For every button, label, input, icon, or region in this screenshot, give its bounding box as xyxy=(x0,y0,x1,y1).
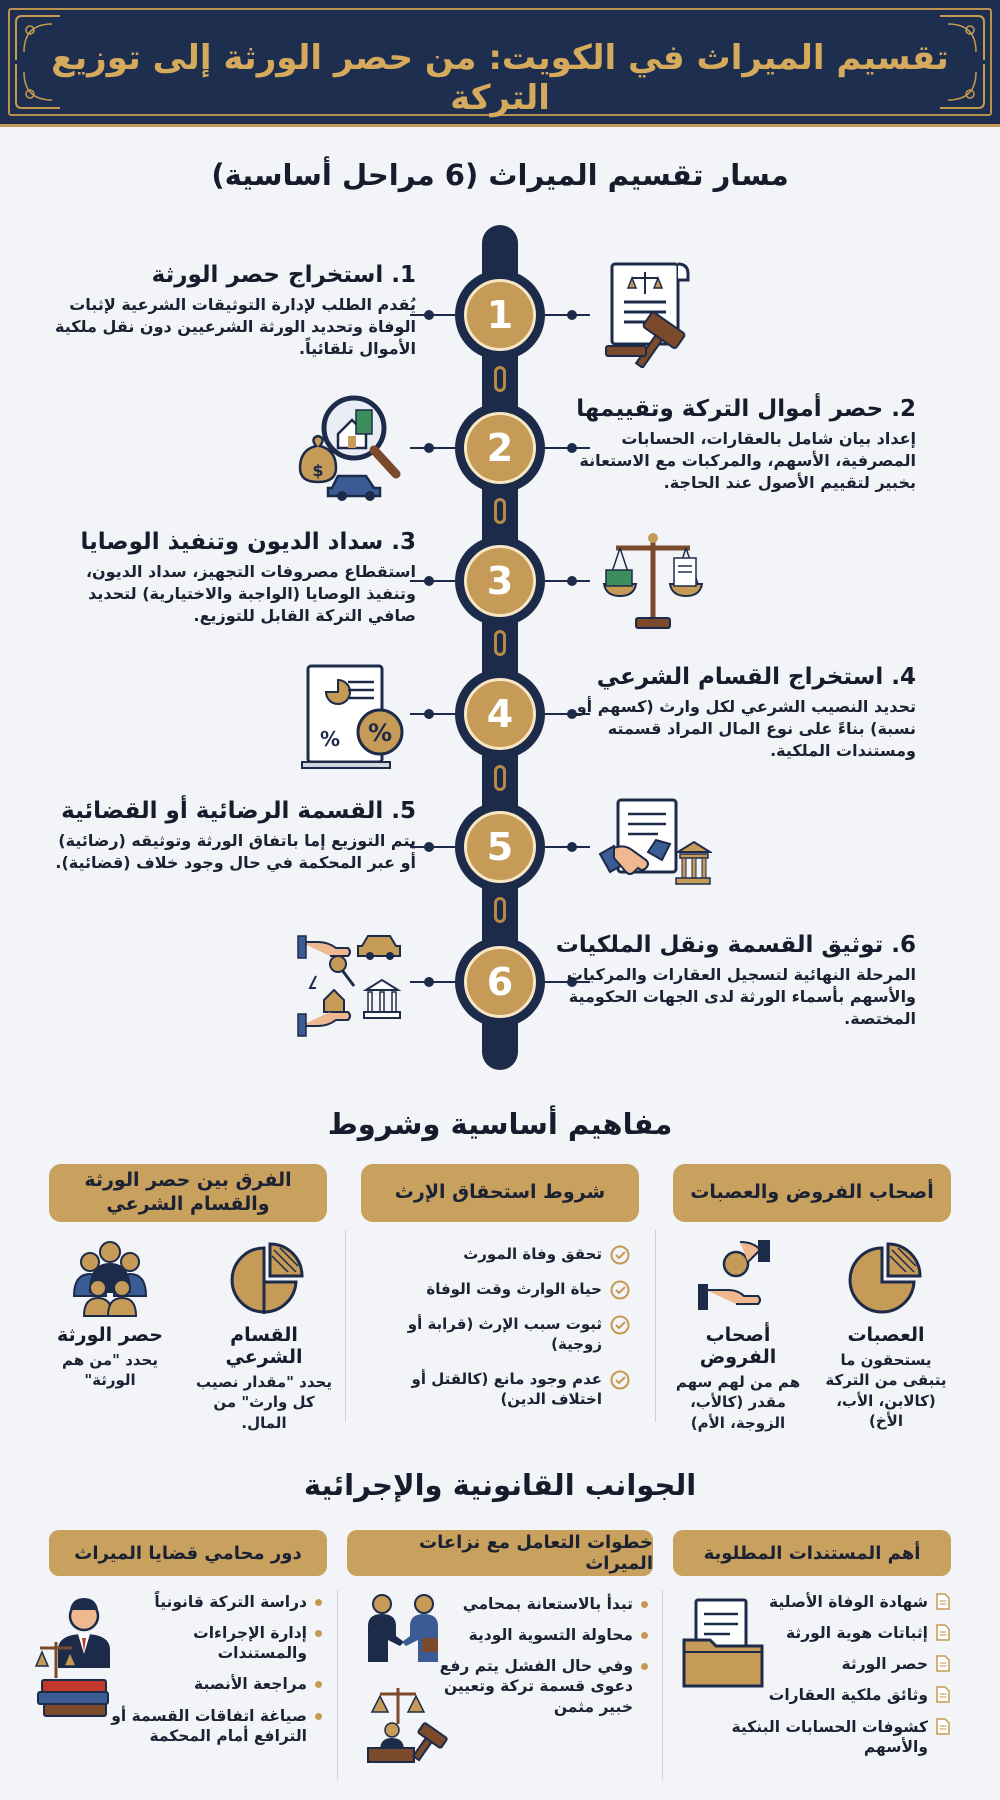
svg-text:%: % xyxy=(319,727,341,751)
document-icon xyxy=(936,1718,950,1735)
card-title-docs: أهم المستندات المطلوبة xyxy=(673,1530,951,1576)
qassam-desc: يحدد "مقدار نصيب كل وارث" من المال. xyxy=(195,1373,332,1432)
chain-link xyxy=(494,630,506,656)
document-icon xyxy=(936,1593,950,1610)
step-title: 6. توثيق القسمة ونقل الملكيات xyxy=(555,932,916,958)
scales-icon xyxy=(598,528,708,638)
list-item: دراسة التركة قانونياً xyxy=(110,1592,322,1612)
furood-block xyxy=(668,1324,808,1433)
list-item: شهادة الوفاة الأصلية xyxy=(674,1592,950,1612)
step-desc: يتم التوزيع إما باتفاق الورثة وتوثيقه (رضائية) أو عبر المحكمة في حال وجود خلاف (قضائية). xyxy=(55,831,416,873)
step-circle-6: 6 xyxy=(455,937,545,1027)
step-desc: استقطاع مصروفات التجهيز، سداد الديون، وتنفيذ الوصايا (الواجبة والاختيارية) لتحديد صافي التركة القابل للتوزيع. xyxy=(85,562,416,626)
hasr-desc: يحدد "من هم الورثة" xyxy=(61,1351,158,1390)
hasr-block xyxy=(50,1324,170,1391)
step-circle-5: 5 xyxy=(455,802,545,892)
list-item: ثبوت سبب الإرث (قرابة أو زوجية) xyxy=(360,1314,630,1355)
step-title: 3. سداد الديون وتنفيذ الوصايا xyxy=(80,529,416,555)
list-item: محاولة التسوية الودية xyxy=(422,1625,648,1645)
card-title-disputes: خطوات التعامل مع نزاعات الميراث xyxy=(347,1530,653,1576)
check-circle-icon xyxy=(610,1245,630,1265)
concepts-heading: مفاهيم أساسية وشروط xyxy=(327,1107,673,1141)
chain-link xyxy=(494,897,506,923)
assets-magnifier-icon xyxy=(292,392,412,504)
step-desc: إعداد بيان شامل بالعقارات، الحسابات المصرفية، الأسهم، والمركبات مع الاستعانة بخبير لتقييم الأصول عند الحاجة. xyxy=(579,429,916,493)
negotiation-icon xyxy=(362,1592,444,1666)
list-item: حياة الوارث وقت الوفاة xyxy=(360,1279,630,1300)
ownership-transfer-icon xyxy=(296,930,414,1042)
card-title-difference: الفرق بين حصر الورثة والقسام الشرعي xyxy=(49,1164,327,1222)
step-6 xyxy=(546,932,916,1030)
header-banner xyxy=(0,0,1000,127)
gavel-document-icon xyxy=(600,258,710,368)
document-icon xyxy=(936,1686,950,1703)
pie-chart-icon xyxy=(846,1240,924,1318)
step-5 xyxy=(46,798,416,874)
document-icon xyxy=(936,1655,950,1672)
step-title: 5. القسمة الرضائية أو القضائية xyxy=(61,798,416,824)
list-item: وثائق ملكية العقارات xyxy=(674,1685,950,1705)
step-title: 1. استخراج حصر الورثة xyxy=(151,262,416,288)
list-item: إثباتات هوية الورثة xyxy=(674,1623,950,1643)
documents-list xyxy=(674,1592,950,1768)
step-desc: يُقدم الطلب لإدارة التوثيقات الشرعية لإثبات الوفاة وتحديد الورثة الشرعيين دون نقل ملكية الأموال تلقائياً. xyxy=(54,295,416,359)
chain-link xyxy=(494,498,506,524)
step-circle-3: 3 xyxy=(455,536,545,626)
check-circle-icon xyxy=(610,1315,630,1335)
qassam-block xyxy=(194,1324,334,1433)
asaba-block xyxy=(820,1324,952,1431)
card-title-conditions: شروط استحقاق الإرث xyxy=(361,1164,639,1222)
hasr-title: حصر الورثة xyxy=(56,1324,163,1346)
list-item: تبدأ بالاستعانة بمحامي xyxy=(422,1594,648,1614)
list-item: صياغة اتفاقات القسمة أو الترافع أمام المحكمة xyxy=(110,1706,322,1746)
list-item: حصر الورثة xyxy=(674,1654,950,1674)
qassam-title: القسام الشرعي xyxy=(225,1324,303,1368)
card-title-lawyer: دور محامي قضايا الميراث xyxy=(49,1530,327,1576)
step-2 xyxy=(546,396,916,494)
step-3 xyxy=(46,529,416,627)
furood-desc: هم من لهم سهم مقدر (كالأب، الزوجة، الأم) xyxy=(675,1373,801,1432)
svg-text:%: % xyxy=(367,719,393,747)
handshake-court-icon xyxy=(596,796,712,904)
disputes-list xyxy=(422,1594,648,1728)
chain-link xyxy=(494,765,506,791)
card-title-furood: أصحاب الفروض والعصبات xyxy=(673,1164,951,1222)
list-item: تحقق وفاة المورث xyxy=(360,1244,630,1265)
lawyer-icon xyxy=(34,1596,118,1730)
svg-text:$: $ xyxy=(312,461,324,480)
court-gavel-icon xyxy=(362,1684,452,1764)
list-item: عدم وجود مانع (كالقتل أو اختلاف الدين) xyxy=(360,1369,630,1410)
step-circle-1: 1 xyxy=(455,270,545,360)
page-title: تقسيم الميراث في الكويت: من حصر الورثة إلى توزيع التركة xyxy=(51,38,949,118)
list-item: وفي حال الفشل يتم رفع دعوى قسمة تركة وتعيين خبير مثمن xyxy=(422,1656,648,1716)
lawyer-role-list xyxy=(110,1592,322,1757)
step-title: 4. استخراج القسام الشرعي xyxy=(596,664,916,690)
step-title: 2. حصر أموال التركة وتقييمها xyxy=(576,396,916,422)
check-circle-icon xyxy=(610,1370,630,1390)
pie-chart-icon xyxy=(228,1240,306,1318)
list-item: مراجعة الأنصبة xyxy=(110,1674,322,1694)
path-section-heading: مسار تقسيم الميراث (6 مراحل أساسية) xyxy=(211,158,789,192)
asaba-title: العصبات xyxy=(847,1324,925,1346)
list-item: إدارة الإجراءات والمستندات xyxy=(110,1623,322,1663)
check-circle-icon xyxy=(610,1280,630,1300)
step-circle-4: 4 xyxy=(455,669,545,759)
list-item: كشوفات الحسابات البنكية والأسهم xyxy=(674,1717,950,1757)
conditions-list xyxy=(360,1244,630,1423)
document-icon xyxy=(936,1624,950,1641)
furood-title: أصحاب الفروض xyxy=(699,1324,777,1368)
step-1 xyxy=(46,262,416,360)
step-desc: تحديد النصيب الشرعي لكل وارث (كسهم أو نسبة) بناءً على نوع المال المراد قسمته ومستندات الملكية. xyxy=(576,697,916,761)
step-desc: المرحلة النهائية لتسجيل العقارات والمركبات والأسهم بأسماء الورثة لدى الجهات الحكومية المختصة. xyxy=(566,965,916,1029)
percentage-document-icon xyxy=(300,662,412,774)
asaba-desc: يستحقون ما يتبقى من التركة (كالابن، الأب، الأخ) xyxy=(825,1351,947,1430)
step-circle-2: 2 xyxy=(455,403,545,493)
chain-link xyxy=(494,366,506,392)
step-4 xyxy=(546,664,916,762)
hand-coin-icon xyxy=(696,1238,776,1318)
family-group-icon xyxy=(68,1240,152,1318)
legal-heading: الجوانب القانونية والإجرائية xyxy=(303,1468,697,1502)
